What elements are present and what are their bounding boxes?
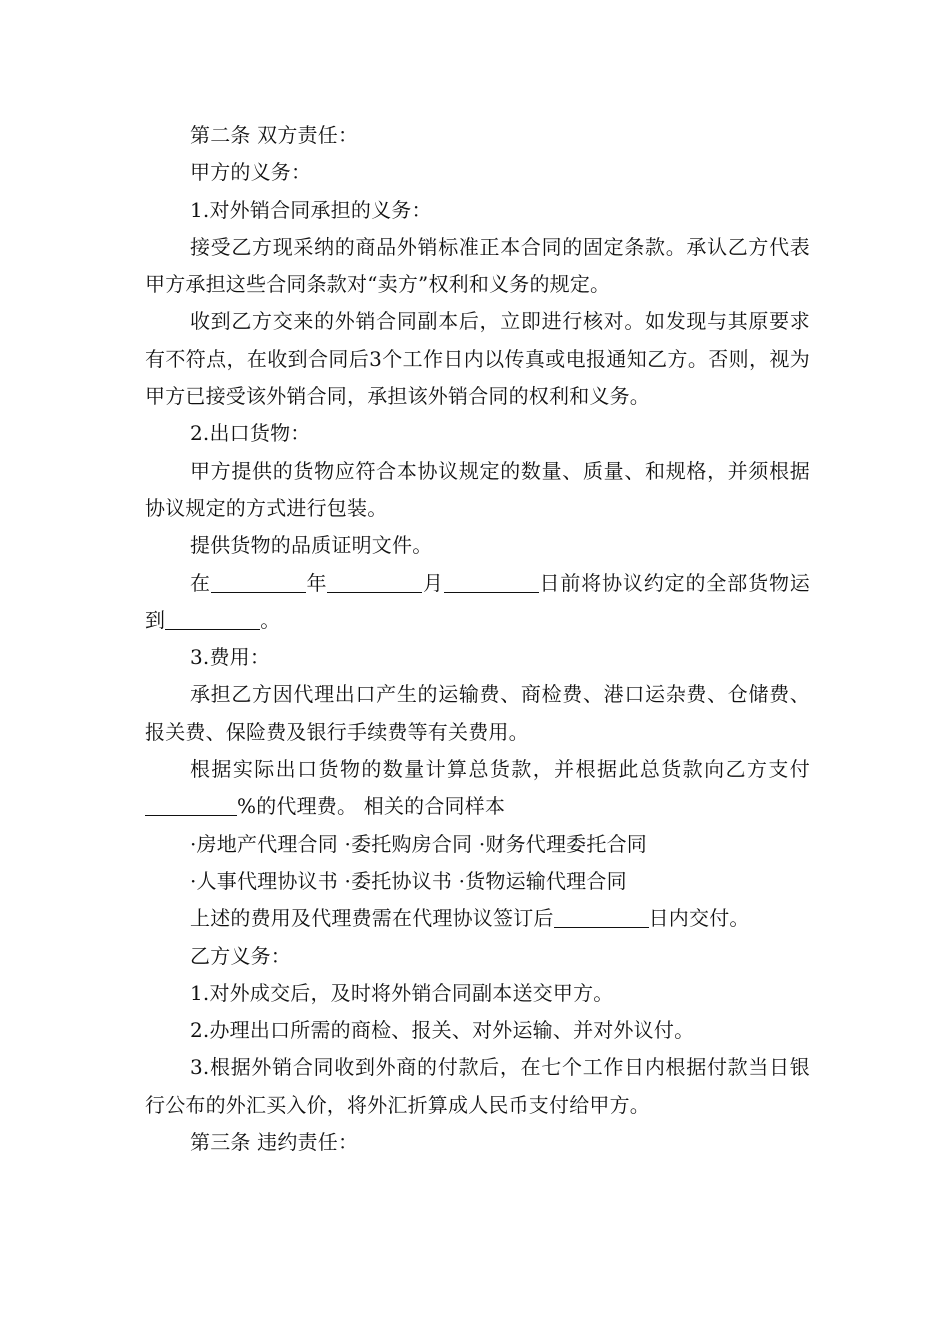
text: 上述的费用及代理费需在代理协议签订后 bbox=[190, 906, 554, 931]
related-contracts-line: ·房地产代理合同 ·委托购房合同 ·财务代理委托合同 bbox=[190, 831, 647, 856]
paragraph: 2.办理出口所需的商检、报关、对外运输、并对外议付。 bbox=[190, 1018, 695, 1043]
paragraph-delivery-date bbox=[145, 565, 810, 640]
clause-3-heading: 3.费用： bbox=[190, 645, 271, 670]
section-heading-3: 第三条 违约责任： bbox=[190, 1130, 359, 1155]
paragraph: 1.对外成交后，及时将外销合同副本送交甲方。 bbox=[190, 980, 614, 1005]
text: 年 bbox=[305, 570, 328, 595]
blank-line bbox=[444, 572, 539, 593]
paragraph: 3.根据外销合同收到外商的付款后，在七个工作日内根据付款当日银行公布的外汇买入价，将外汇折算成人民币支付给甲方。 bbox=[145, 1055, 810, 1117]
paragraph-payment-deadline bbox=[145, 900, 810, 937]
paragraph-agency-fee bbox=[145, 751, 810, 826]
blank-line bbox=[211, 572, 306, 593]
text: 日前将协议约定的全部货物运到 bbox=[145, 570, 810, 632]
clause-1-heading: 1.对外销合同承担的义务： bbox=[190, 197, 432, 222]
party-b-duties-heading: 乙方义务： bbox=[190, 943, 291, 968]
paragraph: 承担乙方因代理出口产生的运输费、商检费、港口运杂费、仓储费、报关费、保险费及银行手续费等有关费用。 bbox=[145, 682, 810, 744]
text: 日内交付。 bbox=[648, 906, 750, 931]
blank-line bbox=[327, 572, 422, 593]
section-heading-2: 第二条 双方责任： bbox=[190, 123, 359, 147]
related-contracts-line: ·人事代理协议书 ·委托协议书 ·货物运输代理合同 bbox=[190, 868, 627, 893]
paragraph: 提供货物的品质证明文件。 bbox=[190, 533, 433, 558]
text: 根据实际出口货物的数量计算总货款，并根据此总货款向乙方支付 bbox=[190, 757, 810, 782]
blank-line bbox=[554, 907, 649, 928]
blank-line bbox=[165, 609, 260, 630]
text: 。 bbox=[260, 607, 281, 632]
text: 在 bbox=[190, 570, 211, 595]
document-body bbox=[145, 117, 810, 1161]
paragraph: 接受乙方现采纳的商品外销标准正本合同的固定条款。承认乙方代表甲方承担这些合同条款对“卖方”权利和义务的规定。 bbox=[145, 234, 810, 297]
text: 月 bbox=[422, 570, 444, 595]
party-a-duties-heading: 甲方的义务： bbox=[190, 160, 312, 185]
paragraph: 甲方提供的货物应符合本协议规定的数量、质量、和规格，并须根据协议规定的方式进行包装。 bbox=[145, 458, 810, 520]
paragraph: 收到乙方交来的外销合同副本后，立即进行核对。如发现与其原要求有不符点，在收到合同后3个工作日内以传真或电报通知乙方。否则，视为甲方已接受该外销合同，承担该外销合同的权利和义务。 bbox=[145, 309, 810, 409]
clause-2-heading: 2.出口货物： bbox=[190, 421, 311, 446]
text: %的代理费。 相关的合同样本 bbox=[237, 794, 506, 819]
blank-line bbox=[145, 795, 237, 816]
